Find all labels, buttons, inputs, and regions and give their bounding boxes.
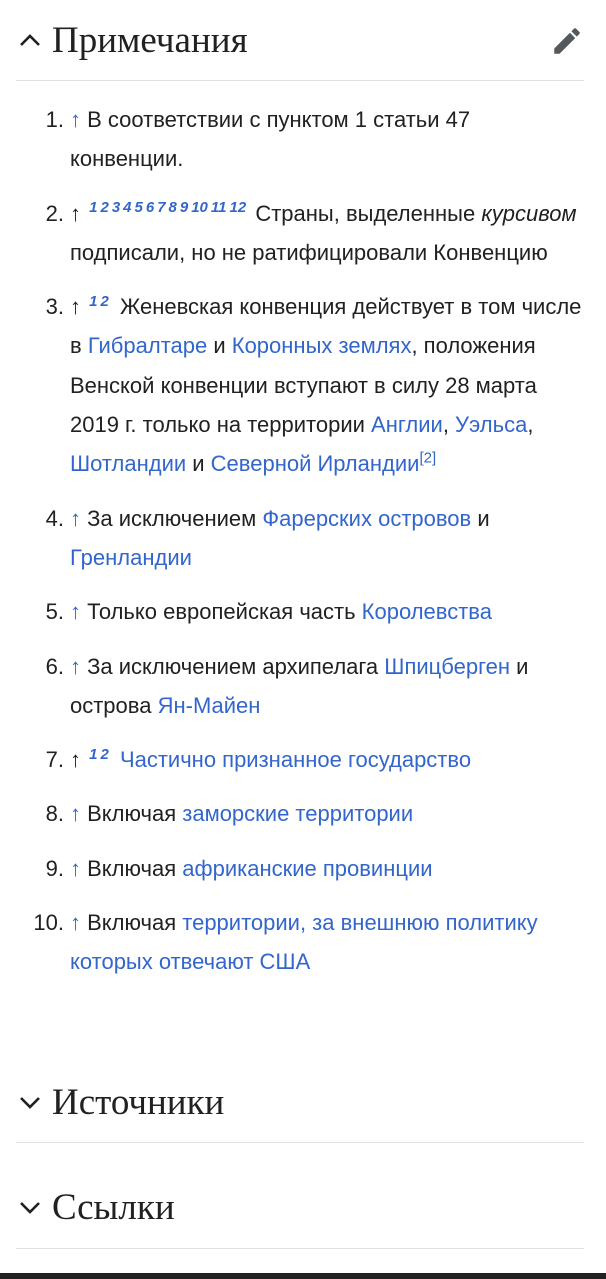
link-wales[interactable]: Уэльса [455,412,528,438]
backlink-arrow[interactable]: ↑ [70,801,81,827]
list-item [0,194,606,273]
backrefs [89,293,112,310]
link-gibraltar[interactable]: Гибралтаре [87,333,208,359]
backlink-arrow[interactable]: ↑ [70,855,81,881]
link-scotland[interactable]: Шотландии [70,451,187,477]
list-item [0,647,606,726]
list-item [0,903,606,982]
note-number: 9. [45,855,64,881]
note-text: За исключением [87,505,263,531]
backref-link[interactable]: 6 [145,199,155,217]
backref-link[interactable]: 1 [89,745,98,763]
note-italic-text: курсивом [481,200,577,226]
link-greenland[interactable]: Гренландии [70,544,192,570]
link-crown-dependencies[interactable]: Коронных землях [231,333,412,359]
note-number: 3. [45,294,64,320]
note-number: 6. [45,653,64,679]
links-section-title: Ссылки [52,1186,175,1228]
backref-link[interactable]: 11 [210,199,227,217]
chevron-down-icon[interactable] [16,1088,44,1116]
backrefs [89,199,253,216]
backlink-arrow: ↑ [70,200,81,226]
list-item [0,287,606,483]
link-us-territories[interactable]: территории, за внешнюю политику которых отвечают США [70,910,538,975]
sources-section-header[interactable] [16,1062,584,1143]
note-text: и [207,333,232,359]
backref-link[interactable]: 7 [157,199,166,217]
note-number: 7. [45,747,64,773]
chevron-up-icon[interactable] [16,26,44,54]
note-text: , [527,412,534,438]
note-text: , положения Венской конвенции вступают в силу 28 марта 2019 г. только на территории [70,333,537,438]
list-item [0,100,606,179]
backref-link[interactable]: 1 [89,199,98,217]
note-text: Включая [87,801,183,827]
note-text: подписали, но не ратифицировали Конвенцию [70,239,548,265]
note-text: Включая [87,855,183,881]
backlink-arrow[interactable]: ↑ [70,107,81,132]
link-african-provinces[interactable]: африканские провинции [182,855,433,881]
backlink-arrow[interactable]: ↑ [70,599,81,625]
pencil-icon[interactable] [550,24,584,58]
backlink-arrow[interactable]: ↑ [70,505,81,531]
backref-link[interactable]: 5 [134,199,143,217]
list-item [0,592,606,631]
note-text: и острова [70,653,529,718]
note-text: и [471,505,490,531]
note-text: и [186,451,211,477]
note-number: 5. [45,599,64,625]
note-number: 10. [33,910,64,936]
link-jan-mayen[interactable]: Ян-Майен [157,692,261,718]
link-overseas-territories[interactable]: заморские территории [182,801,414,827]
backref-link[interactable]: 1 [89,292,98,310]
backlink-arrow: ↑ [70,294,81,320]
backref-link[interactable]: 12 [229,199,247,217]
sources-section-title: Источники [52,1081,225,1123]
note-text: В соответствии с пунктом 1 статьи 47 конвенции. [70,107,471,172]
note-text: Только европейская часть [87,599,362,625]
link-partially-recognized-state[interactable]: Частично признанное государство [119,747,472,773]
backref-link[interactable]: 4 [123,199,132,217]
backref-link[interactable]: 2 [100,199,109,217]
backlink-arrow: ↑ [70,747,81,773]
note-text: Женевская конвенция действует в том числе в [70,294,582,359]
backlink-arrow[interactable]: ↑ [70,910,81,936]
note-number: 8. [45,801,64,827]
link-england[interactable]: Англии [371,412,443,438]
notes-section-title: Примечания [52,19,248,61]
list-item [0,740,606,779]
notes-list [0,100,606,997]
notes-section-header[interactable] [16,0,584,81]
note-number: 2. [45,200,64,226]
backref-link[interactable]: 8 [168,199,177,217]
backref-link[interactable]: 2 [100,292,109,310]
backref-link[interactable]: 3 [111,199,121,217]
list-item [0,794,606,833]
link-faroe-islands[interactable]: Фарерских островов [262,505,472,531]
list-item [0,499,606,578]
reference-link[interactable]: [2] [419,450,437,468]
backref-link[interactable]: 9 [179,199,189,217]
chevron-down-icon[interactable] [16,1193,44,1221]
note-number: 4. [45,505,64,531]
note-text: Страны, выделенные [255,200,482,226]
link-svalbard[interactable]: Шпицберген [384,653,510,679]
note-text: , [442,412,456,438]
note-text: За исключением архипелага [87,653,385,679]
list-item [0,849,606,888]
bottom-bar [0,1273,606,1279]
links-section-header[interactable] [16,1166,584,1249]
link-kingdom[interactable]: Королевства [361,599,492,625]
backrefs [89,746,112,763]
backref-link[interactable]: 2 [100,745,109,763]
note-text: Включая [87,910,183,936]
note-number: 1. [45,107,64,132]
backlink-arrow[interactable]: ↑ [70,653,81,679]
backref-link[interactable]: 10 [191,199,208,217]
link-northern-ireland[interactable]: Северной Ирландии [210,451,420,477]
